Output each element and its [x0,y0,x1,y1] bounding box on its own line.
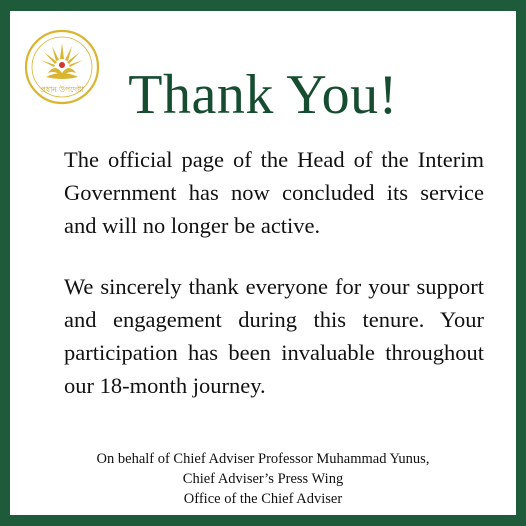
notice-card [10,11,516,515]
signature-block [10,449,516,509]
signature-line-1: On behalf of Chief Adviser Professor Muhammad Yunus, [96,451,430,467]
signature-line-2: Chief Adviser’s Press Wing [182,471,344,487]
emblem-text: প্রধান উপদেষ্টা [40,85,84,94]
notice-paragraph-1: The official page of the Head of the Interim Government has now concluded its service and will no longer be active. [64,147,484,238]
page-title: Thank You! [128,64,398,126]
signature-line-3: Office of the Chief Adviser [183,491,343,507]
notice-paragraph-2: We sincerely thank everyone for your support and engagement during this tenure. Your participation has been invaluable throughout our 18-month journey. [64,274,484,398]
